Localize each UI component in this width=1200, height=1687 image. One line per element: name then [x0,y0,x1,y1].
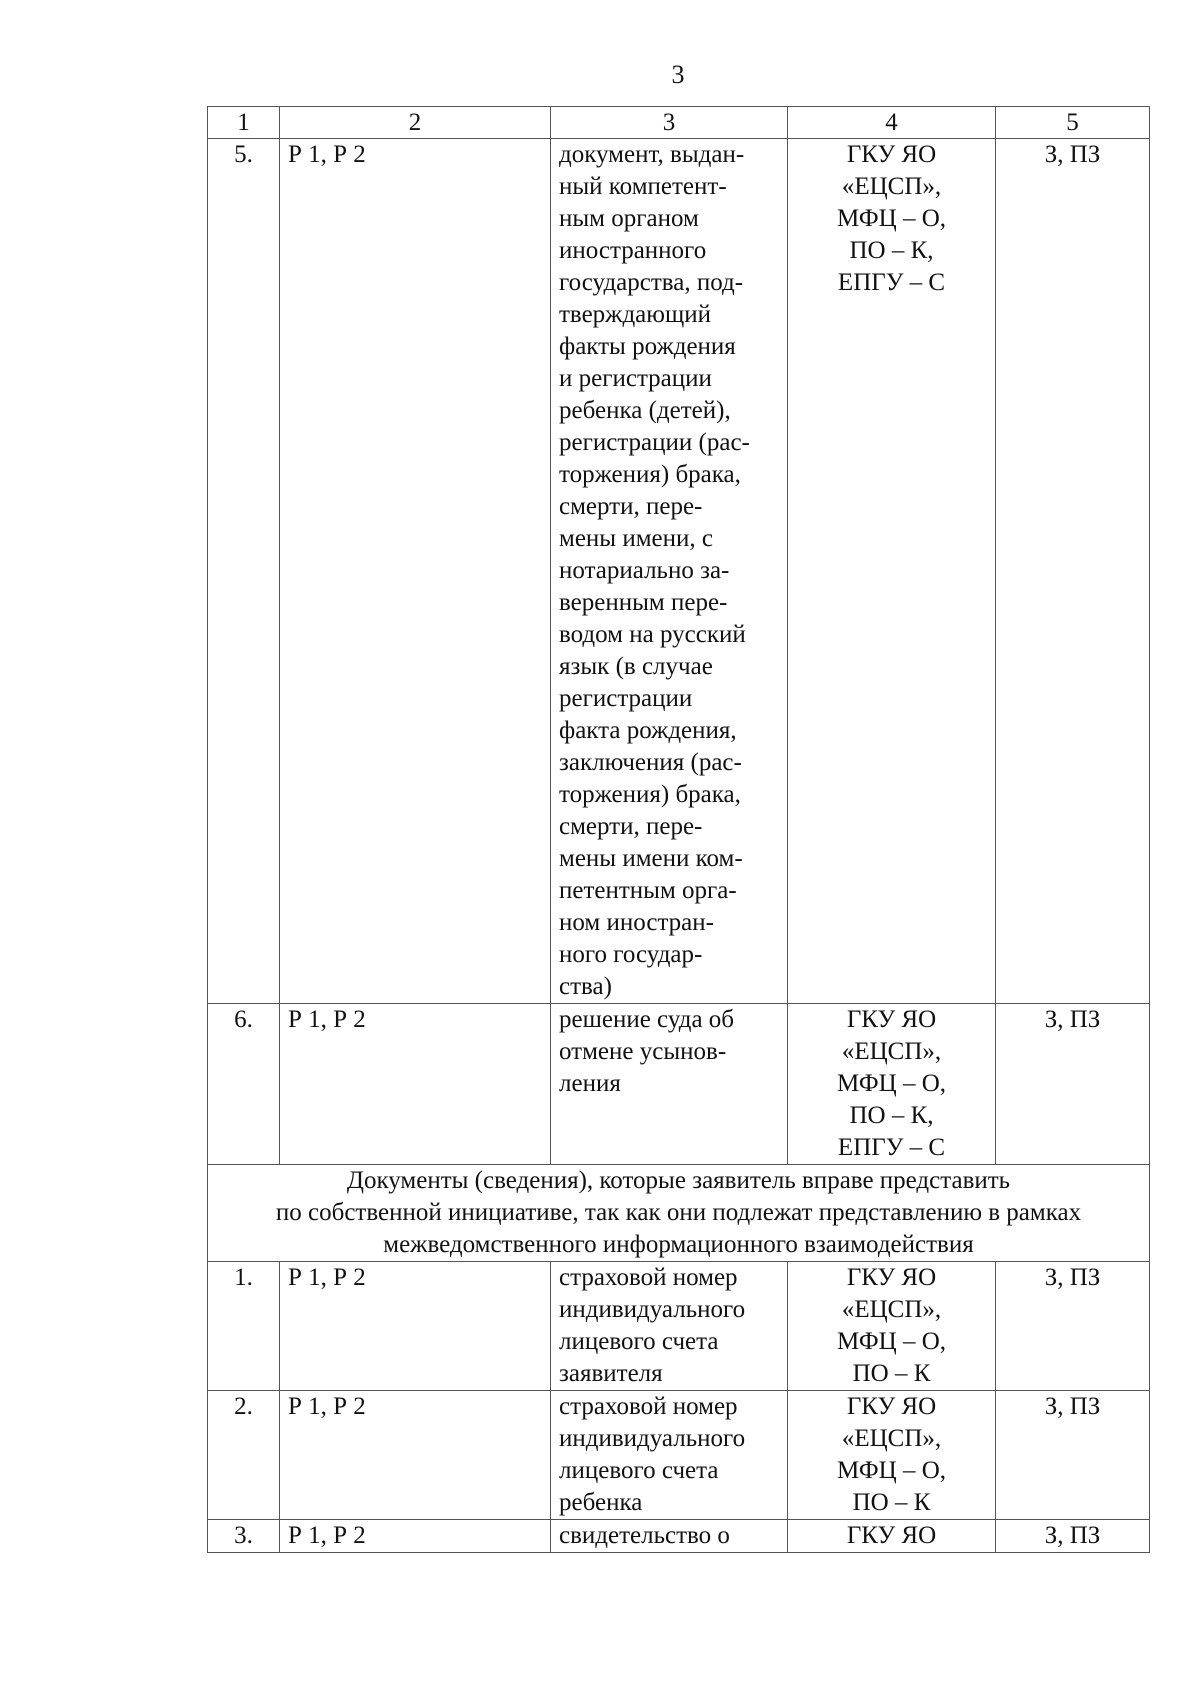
document-line: факта рождения, [559,717,737,744]
document-line: ребенка [559,1489,643,1516]
submission-channel-line: «ЕЦСП», [841,173,942,200]
document-line: торжения) брака, [559,461,741,488]
document-line: ления [559,1070,621,1097]
submission-channel-line: «ЕЦСП», [841,1038,942,1065]
form-cell: З, ПЗ [996,139,1150,1004]
section-heading [208,1165,1150,1262]
recipients-cell: Р 1, Р 2 [280,1262,551,1391]
document-line: заключения (рас- [559,749,742,776]
submission-channel-line: МФЦ – О, [836,1457,946,1484]
document-line: торжения) брака, [559,781,741,808]
document-line: веренным пере- [559,589,728,616]
submission-channel-line: «ЕЦСП», [841,1296,942,1323]
document-line: страховой номер [559,1393,738,1420]
submission-channel-line: МФЦ – О, [836,1328,946,1355]
documents-table [207,106,1150,1553]
submission-channel-line: ГКУ ЯО [846,141,937,168]
row-number: 5. [208,139,280,1004]
document-line: язык (в случае [559,653,713,680]
document-line: мены имени ком- [559,845,743,872]
submission-channel-cell [788,1391,996,1520]
section-heading-row [208,1165,1150,1262]
document-line: страховой номер [559,1264,738,1291]
document-line: ребенка (детей), [559,397,731,424]
recipients-cell: Р 1, Р 2 [280,1004,551,1165]
form-cell: З, ПЗ [996,1262,1150,1391]
form-cell: З, ПЗ [996,1391,1150,1520]
document-cell [551,1004,788,1165]
row-number: 3. [208,1520,280,1553]
document-line: факты рождения [559,333,736,360]
form-cell: З, ПЗ [996,1520,1150,1553]
submission-channel-line: МФЦ – О, [836,1070,946,1097]
column-header: 3 [551,107,788,139]
document-line: индивидуального [559,1296,746,1323]
submission-channel-cell [788,1004,996,1165]
submission-channel-line: ГКУ ЯО [846,1264,937,1291]
row-number: 6. [208,1004,280,1165]
document-line: мены имени, с [559,525,713,552]
section-heading-line: Документы (сведения), которые заявитель вправе представить [346,1167,1011,1194]
document-line: водом на русский [559,621,746,648]
column-header: 1 [208,107,280,139]
document-line: документ, выдан- [559,141,745,168]
document-line: смерти, пере- [559,813,703,840]
document-line: индивидуального [559,1425,746,1452]
document-line: отмене усынов- [559,1038,727,1065]
submission-channel-cell [788,1262,996,1391]
document-line: тверждающий [559,301,711,328]
submission-channel-line: ПО – К, [849,237,934,264]
section-heading-line: по собственной инициативе, так как они подлежат представлению в рамках [275,1199,1082,1226]
document-line: государства, под- [559,269,744,296]
submission-channel-line: ПО – К [852,1360,931,1387]
submission-channel-line: ГКУ ЯО [846,1522,937,1549]
document-line: регистрации (рас- [559,429,750,456]
document-line: лицевого счета [559,1328,719,1355]
document-line: нотариально за- [559,557,730,584]
submission-channel-cell [788,139,996,1004]
submission-channel-line: ПО – К, [849,1102,934,1129]
document-line: петентным орга- [559,877,737,904]
table-row [208,1262,1150,1391]
column-header: 4 [788,107,996,139]
document-line: иностранного [559,237,707,264]
document-line: ного государ- [559,941,703,968]
document-line: смерти, пере- [559,493,703,520]
document-line: свидетельство о [559,1522,730,1549]
document-cell [551,1391,788,1520]
document-cell [551,139,788,1004]
table-row [208,139,1150,1004]
document-cell [551,1262,788,1391]
submission-channel-line: ЕПГУ – С [837,269,946,296]
document-cell [551,1520,788,1553]
recipients-cell: Р 1, Р 2 [280,1391,551,1520]
column-number-header-row [208,107,1150,139]
section-heading-line: межведомственного информационного взаимодействия [383,1231,974,1258]
table-row [208,1520,1150,1553]
row-number: 1. [208,1262,280,1391]
document-line: заявителя [559,1360,663,1387]
submission-channel-line: ГКУ ЯО [846,1393,937,1420]
column-header: 5 [996,107,1150,139]
document-line: ства) [559,973,612,1000]
document-line: и регистрации [559,365,712,392]
document-line: ным органом [559,205,699,232]
document-line: решение суда об [559,1006,735,1033]
table-row [208,1004,1150,1165]
row-number: 2. [208,1391,280,1520]
page-number: 3 [671,60,685,89]
document-line: ный компетент- [559,173,727,200]
recipients-cell: Р 1, Р 2 [280,139,551,1004]
submission-channel-line: ЕПГУ – С [837,1134,946,1161]
column-header: 2 [280,107,551,139]
document-line: ном иностран- [559,909,714,936]
table-row [208,1391,1150,1520]
submission-channel-line: МФЦ – О, [836,205,946,232]
submission-channel-line: «ЕЦСП», [841,1425,942,1452]
document-line: лицевого счета [559,1457,719,1484]
form-cell: З, ПЗ [996,1004,1150,1165]
submission-channel-line: ГКУ ЯО [846,1006,937,1033]
submission-channel-cell [788,1520,996,1553]
document-line: регистрации [559,685,693,712]
recipients-cell: Р 1, Р 2 [280,1520,551,1553]
submission-channel-line: ПО – К [852,1489,931,1516]
